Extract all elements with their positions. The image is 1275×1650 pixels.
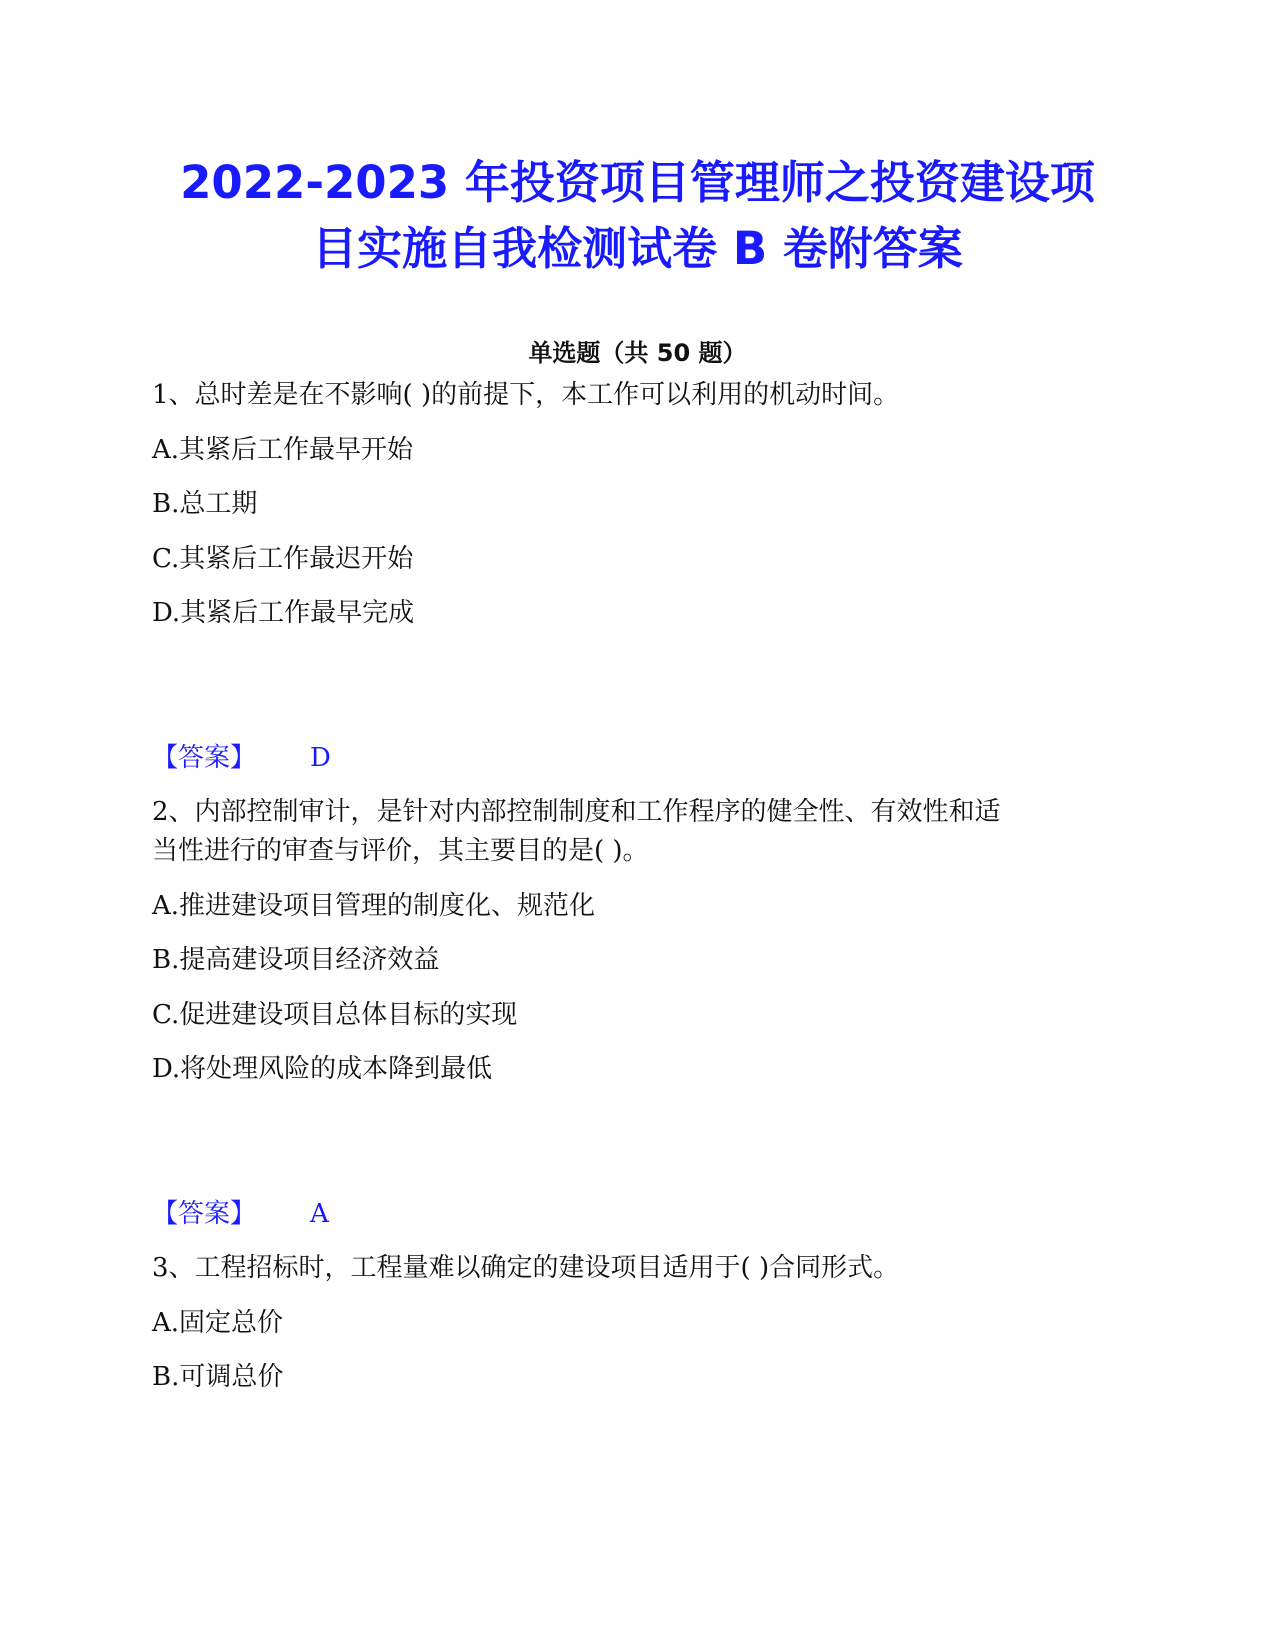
answer-value: D	[310, 743, 331, 773]
question-2-stem-line-2: 当性进行的审查与评价，其主要目的是( )。	[152, 836, 649, 866]
question-2-option-c: C.促进建设项目总体目标的实现	[152, 1000, 518, 1030]
answer-value: A	[310, 1199, 329, 1229]
answer-label: 【答案】	[152, 743, 257, 773]
document-title-line-1: 2022-2023 年投资项目管理师之投资建设项	[180, 156, 1095, 209]
question-1-option-b: B.总工期	[152, 489, 258, 519]
question-2-option-b: B.提高建设项目经济效益	[152, 945, 440, 975]
question-3-stem: 3、工程招标时，工程量难以确定的建设项目适用于( )合同形式。	[152, 1253, 900, 1283]
question-1-option-c: C.其紧后工作最迟开始	[152, 544, 414, 574]
question-1-answer	[152, 741, 331, 775]
question-2-option-a: A.推进建设项目管理的制度化、规范化	[152, 891, 596, 921]
question-1-option-d: D.其紧后工作最早完成	[152, 598, 415, 628]
question-2-stem-line-1: 2、内部控制审计，是针对内部控制制度和工作程序的健全性、有效性和适	[152, 797, 1001, 827]
question-2-option-d: D.将处理风险的成本降到最低	[152, 1054, 493, 1084]
question-3-option-b: B.可调总价	[152, 1362, 284, 1392]
answer-label: 【答案】	[152, 1199, 257, 1229]
document-title	[120, 150, 1155, 282]
question-1-stem: 1、总时差是在不影响( )的前提下，本工作可以利用的机动时间。	[152, 380, 900, 410]
document-title-line-2: 目实施自我检测试卷 B 卷附答案	[312, 222, 963, 275]
question-3-option-a: A.固定总价	[152, 1308, 284, 1338]
question-2-answer	[152, 1197, 329, 1231]
question-1-option-a: A.其紧后工作最早开始	[152, 435, 414, 465]
section-heading: 单选题（共 50 题）	[528, 339, 747, 367]
